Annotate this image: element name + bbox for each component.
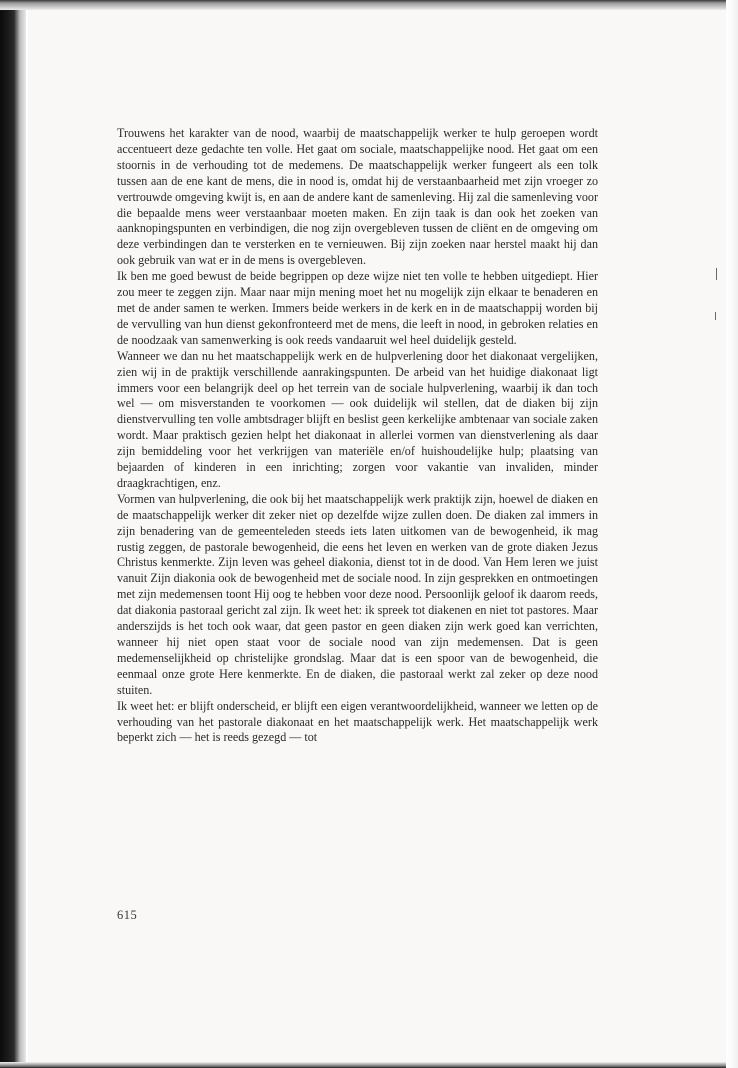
scan-edge-top — [0, 0, 738, 10]
paragraph-2: Ik ben me goed bewust de beide begrippen op deze wijze niet ten volle te hebben uitgediept. Hier zou meer te zeggen zijn. Maar naar mijn mening moet het nu mogelijk zijn elkaar te benaderen en met de ander samen te werken. Immers beide werkers in de kerk en in de maatschappij worden bij de vervulling van hun dienst gekonfronteerd met de mens, die leeft in nood, in gebroken relaties en de noodzaak van samenwerking is ook reeds vandaaruit wel heel duidelijk gesteld. — [117, 269, 598, 347]
scan-edge-left — [0, 0, 26, 1068]
paragraph-4: Vormen van hulpverlening, die ook bij het maatschappelijk werk praktijk zijn, hoewel de diaken en de maatschappelijk werker dit zeker niet op dezelfde wijze zullen doen. De diaken zal immers in zijn benadering van de gemeenteleden steeds iets laten uitkomen van de bewogenheid, ik mag rustig zeggen, de pastorale bewogenheid, die eens het leven en werken van de grote diaken Jezus Christus kenmerkte. Zijn leven was geheel diakonia, dienst tot in de dood. Van Hem leren we juist vanuit Zijn diakonia ook de bewogenheid met de sociale nood. In zijn gesprekken en ontmoetingen met zijn medemensen toont Hij oog te hebben voor deze nood. Persoonlijk geloof ik daarom reeds, dat diakonia pastoraal gericht zal zijn. Ik weet het: ik spreek tot diakenen en niet tot pastores. Maar anderszijds is het toch ook waar, dat geen pastor en geen diaken zijn werk goed kan verrichten, wanneer hij niet open staat voor de sociale nood van zijn medemensen. Dat is geen medemenselijkheid op christelijke grondslag. Maar dat is een spoor van de bewogenheid, die eenmaal onze grote Here kenmerkte. En de diaken, die pastoraal werkt zal zeker op deze nood stuiten. — [117, 491, 598, 697]
paragraph-5: Ik weet het: er blijft onderscheid, er blijft een eigen verantwoordelijkheid, wanneer we letten op de verhouding van het pastorale diakonaat en het maatschappelijk werk. Het maatschappelijk werk beperkt zich — het is reeds gezegd — tot — [117, 698, 598, 745]
paragraph-3: Wanneer we dan nu het maatschappelijk werk en de hulpverlening door het diakonaat vergelijken, zien wij in de praktijk verschillende aanrakingspunten. De arbeid van het huidige diakonaat ligt immers voor een belangrijk deel op het terrein van de sociale hulpverlening, waarbij ik dan toch wel — om misverstanden te voorkomen — ook duidelijk wil stellen, dat de diaken bij zijn dienstvervulling ten volle ambtsdrager blijft en beslist geen kerkelijke ambtenaar van sociale zaken wordt. Maar praktisch gezien helpt het diakonaat in allerlei vormen van dienstverlening als daar zijn bemiddeling voor het verkrijgen van materiële en/of huishoudelijke hulp; plaatsing van bejaarden of kinderen in een inrichting; zorgen voor vakantie van invaliden, minder draagkrachtigen, enz. — [117, 348, 598, 490]
scan-edge-bottom — [0, 1062, 738, 1068]
page-number: 615 — [117, 908, 138, 922]
margin-mark-upper — [716, 268, 717, 280]
scan-edge-right — [726, 0, 738, 1068]
body-text — [117, 126, 598, 746]
margin-mark-lower — [715, 312, 716, 320]
paragraph-1: Trouwens het karakter van de nood, waarbij de maatschappelijk werker te hulp geroepen wordt accentueert deze gedachte ten volle. Het gaat om sociale, maatschappelijke nood. Het gaat om een stoornis in de verhouding tot de medemens. De maatschappelijk werker fungeert als een tolk tussen aan de ene kant de mens, die in nood is, omdat hij de verstaanbaarheid met zijn vroeger zo vertrouwde omgeving kwijt is, en aan de andere kant de samenleving. Hij zal die samenleving voor die bepaalde mens weer verstaanbaar moeten maken. En zijn taak is dan ook het zoeken van aanknopingspunten en verbindigen, die nog zijn overgebleven tussen de cliënt en de omgeving om deze verbindingen dan te versterken en te vernieuwen. Bij zijn zoeken naar herstel maakt hij dan ook gebruik van wat er in de mens is overgebleven. — [117, 126, 598, 268]
